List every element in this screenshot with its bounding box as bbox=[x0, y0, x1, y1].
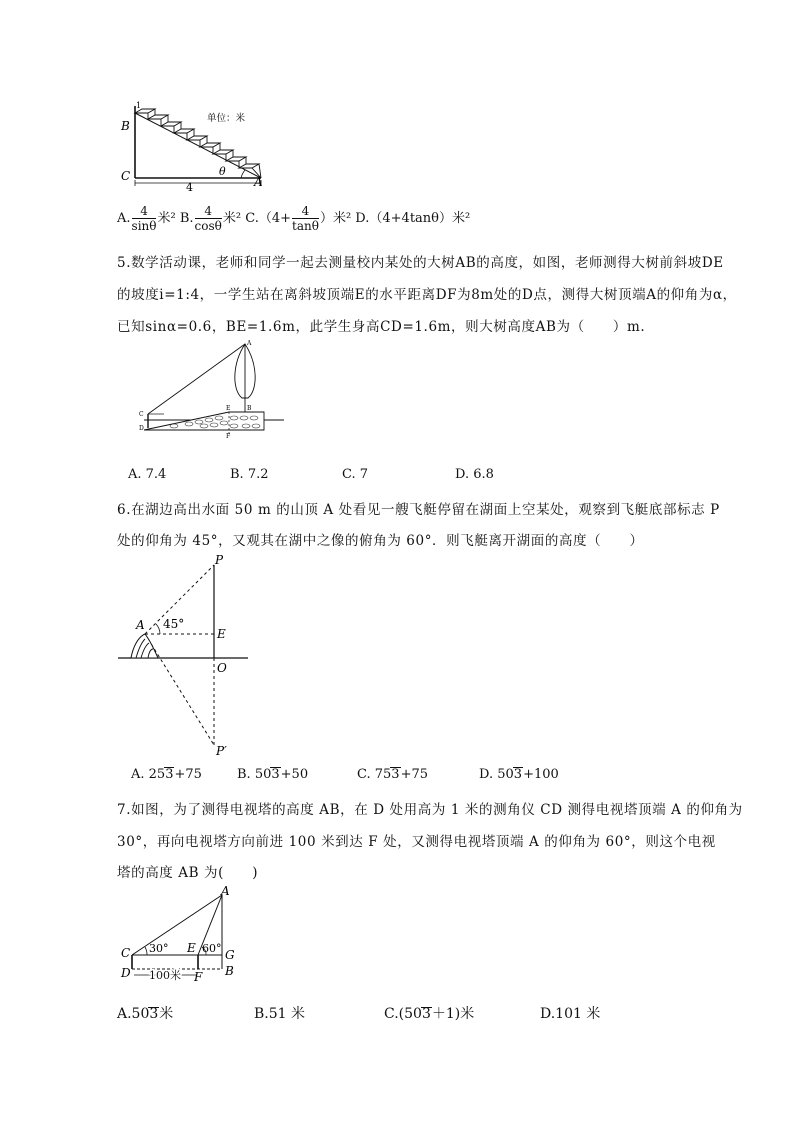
fig5-label-C: C bbox=[139, 411, 144, 418]
fig5-label-F: F bbox=[226, 433, 231, 438]
fig4-label-one: 1 bbox=[136, 101, 142, 110]
q6-option-b[interactable] bbox=[237, 767, 308, 782]
q7-optA-pre: A.50 bbox=[117, 1006, 150, 1022]
fig4-label-four: 4 bbox=[186, 181, 193, 192]
fig7-label-B: B bbox=[225, 964, 234, 978]
q7-line-1: 7.如图，为了测得电视塔的高度 AB，在 D 处用高为 1 米的测角仪 CD 测得电视塔顶端 A 的仰角为 bbox=[117, 802, 743, 818]
q7-optA-post: 米 bbox=[159, 1006, 174, 1022]
q4-optC-pre: C.（4+ bbox=[245, 211, 291, 226]
q7-option-d[interactable]: D.101 米 bbox=[540, 1006, 601, 1022]
q4-optA-frac bbox=[132, 204, 157, 233]
q7-optC-pre: C.(50 bbox=[384, 1006, 422, 1022]
fig4-label-theta: θ bbox=[219, 165, 226, 178]
q6-optA-post: +75 bbox=[174, 767, 202, 782]
q6-option-d[interactable] bbox=[479, 767, 559, 782]
q7-optC-radical: 3 bbox=[421, 1006, 431, 1022]
q5-option-d[interactable]: D. 6.8 bbox=[455, 467, 494, 482]
q5-line-2: 的坡度i=1:4，一学生站在离斜坡顶端E的水平距离DF为8m处的D点，测得大树顶端A的仰角为α， bbox=[117, 287, 737, 303]
q4-optC-den: tanθ bbox=[292, 219, 319, 233]
q6-optB-post: +50 bbox=[280, 767, 309, 782]
fig6-label-P2: P′ bbox=[216, 744, 227, 758]
q4-option-c[interactable] bbox=[245, 204, 355, 233]
q4-optB-frac bbox=[195, 204, 222, 233]
q7-optA-radical: 3 bbox=[149, 1006, 159, 1022]
fig7-label-G: G bbox=[225, 948, 235, 962]
fig7-label-a30: 30° bbox=[149, 942, 169, 955]
q6-optD-radical: 3 bbox=[513, 767, 523, 782]
fig7-label-dist: 100米 bbox=[149, 969, 181, 982]
q4-optC-frac bbox=[292, 204, 319, 233]
q6-optA-pre: A. 25 bbox=[131, 767, 166, 782]
q4-optB-num: 4 bbox=[195, 204, 222, 219]
q4-optC-post: ）米² bbox=[319, 211, 352, 226]
fig7-label-C: C bbox=[121, 946, 131, 960]
fig4-unit-label: 单位：米 bbox=[207, 113, 246, 124]
q6-option-c[interactable] bbox=[357, 767, 428, 782]
q5-option-b[interactable]: B. 7.2 bbox=[230, 467, 269, 482]
fig7-label-D: D bbox=[121, 966, 131, 980]
q4-optA-den: sinθ bbox=[131, 219, 157, 233]
fig6-label-E: E bbox=[217, 627, 226, 641]
tree-slope-figure bbox=[134, 338, 294, 438]
fig6-label-P: P bbox=[215, 555, 224, 567]
fig5-label-D: D bbox=[139, 425, 144, 432]
q6-optD-post: +100 bbox=[523, 767, 559, 782]
q6-optA-radical: 3 bbox=[165, 767, 174, 782]
q4-optB-pre: B. bbox=[179, 211, 194, 226]
q6-optC-radical: 3 bbox=[391, 767, 400, 782]
fig4-label-C: C bbox=[121, 169, 131, 183]
q7-line-2: 30°，再向电视塔方向前进 100 米到达 F 处，又测得电视塔顶端 A 的仰角为 60°，则这个电视 bbox=[117, 834, 716, 850]
q4-option-a[interactable] bbox=[117, 204, 180, 233]
q4-optA-pre: A. bbox=[117, 211, 131, 226]
q4-optB-post: 米² bbox=[222, 211, 242, 226]
q4-optA-num: 4 bbox=[132, 204, 157, 219]
q6-line-2: 处的仰角为 45°，又观其在湖中之像的俯角为 60°．则飞艇离开湖面的高度（ ） bbox=[117, 533, 644, 549]
q6-optD-pre: D. 50 bbox=[479, 767, 514, 782]
fig4-label-A: A bbox=[254, 175, 263, 189]
q4-options bbox=[117, 204, 470, 233]
fig5-label-A: A bbox=[247, 340, 252, 347]
q7-option-c[interactable] bbox=[384, 1003, 474, 1023]
fig5-label-E: E bbox=[226, 405, 231, 412]
q6-optC-post: +75 bbox=[400, 767, 429, 782]
q5-line-3: 已知sinα=0.6，BE=1.6m，此学生身高CD=1.6m，则大树高度AB为（ ）m. bbox=[117, 319, 646, 335]
fig6-label-A: A bbox=[136, 618, 145, 632]
q7-option-a[interactable] bbox=[117, 1003, 173, 1023]
airship-figure bbox=[118, 555, 253, 760]
q5-line-1: 5.数学活动课，老师和同学一起去测量校内某处的大树AB的高度，如图，老师测得大树前斜坡DE bbox=[117, 255, 724, 271]
q6-optC-pre: C. 75 bbox=[357, 767, 392, 782]
fig4-label-B: B bbox=[121, 119, 130, 133]
q4-optC-num: 4 bbox=[292, 204, 319, 219]
q6-option-a[interactable] bbox=[131, 767, 202, 782]
fig5-label-B: B bbox=[247, 405, 252, 412]
q4-optB-den: cosθ bbox=[194, 219, 222, 233]
q6-optB-pre: B. 50 bbox=[237, 767, 272, 782]
q7-line-3: 塔的高度 AB 为( ) bbox=[117, 865, 259, 881]
fig6-label-angle: 45° bbox=[163, 617, 185, 631]
q5-option-a[interactable]: A. 7.4 bbox=[128, 467, 167, 482]
q4-option-b[interactable] bbox=[179, 204, 245, 233]
q6-line-1: 6.在湖边高出水面 50 m 的山顶 A 处看见一艘飞艇停留在湖面上空某处，观察到飞艇底部标志 P bbox=[117, 502, 720, 518]
fig7-label-E: E bbox=[187, 941, 196, 955]
fig6-label-O: O bbox=[217, 661, 227, 675]
q7-option-b[interactable]: B.51 米 bbox=[254, 1006, 306, 1022]
q5-option-c[interactable]: C. 7 bbox=[342, 467, 369, 482]
q7-optC-post: ＋1)米 bbox=[431, 1006, 475, 1022]
q4-option-d[interactable]: D.（4+4tanθ）米² bbox=[355, 211, 471, 226]
staircase-figure bbox=[115, 100, 275, 192]
fig7-label-A: A bbox=[221, 885, 230, 898]
fig7-label-F: F bbox=[194, 970, 203, 984]
fig7-label-a60: 60° bbox=[202, 942, 222, 955]
q6-optB-radical: 3 bbox=[271, 767, 280, 782]
q4-optA-post: 米² bbox=[157, 211, 176, 226]
tv-tower-figure bbox=[117, 885, 242, 985]
